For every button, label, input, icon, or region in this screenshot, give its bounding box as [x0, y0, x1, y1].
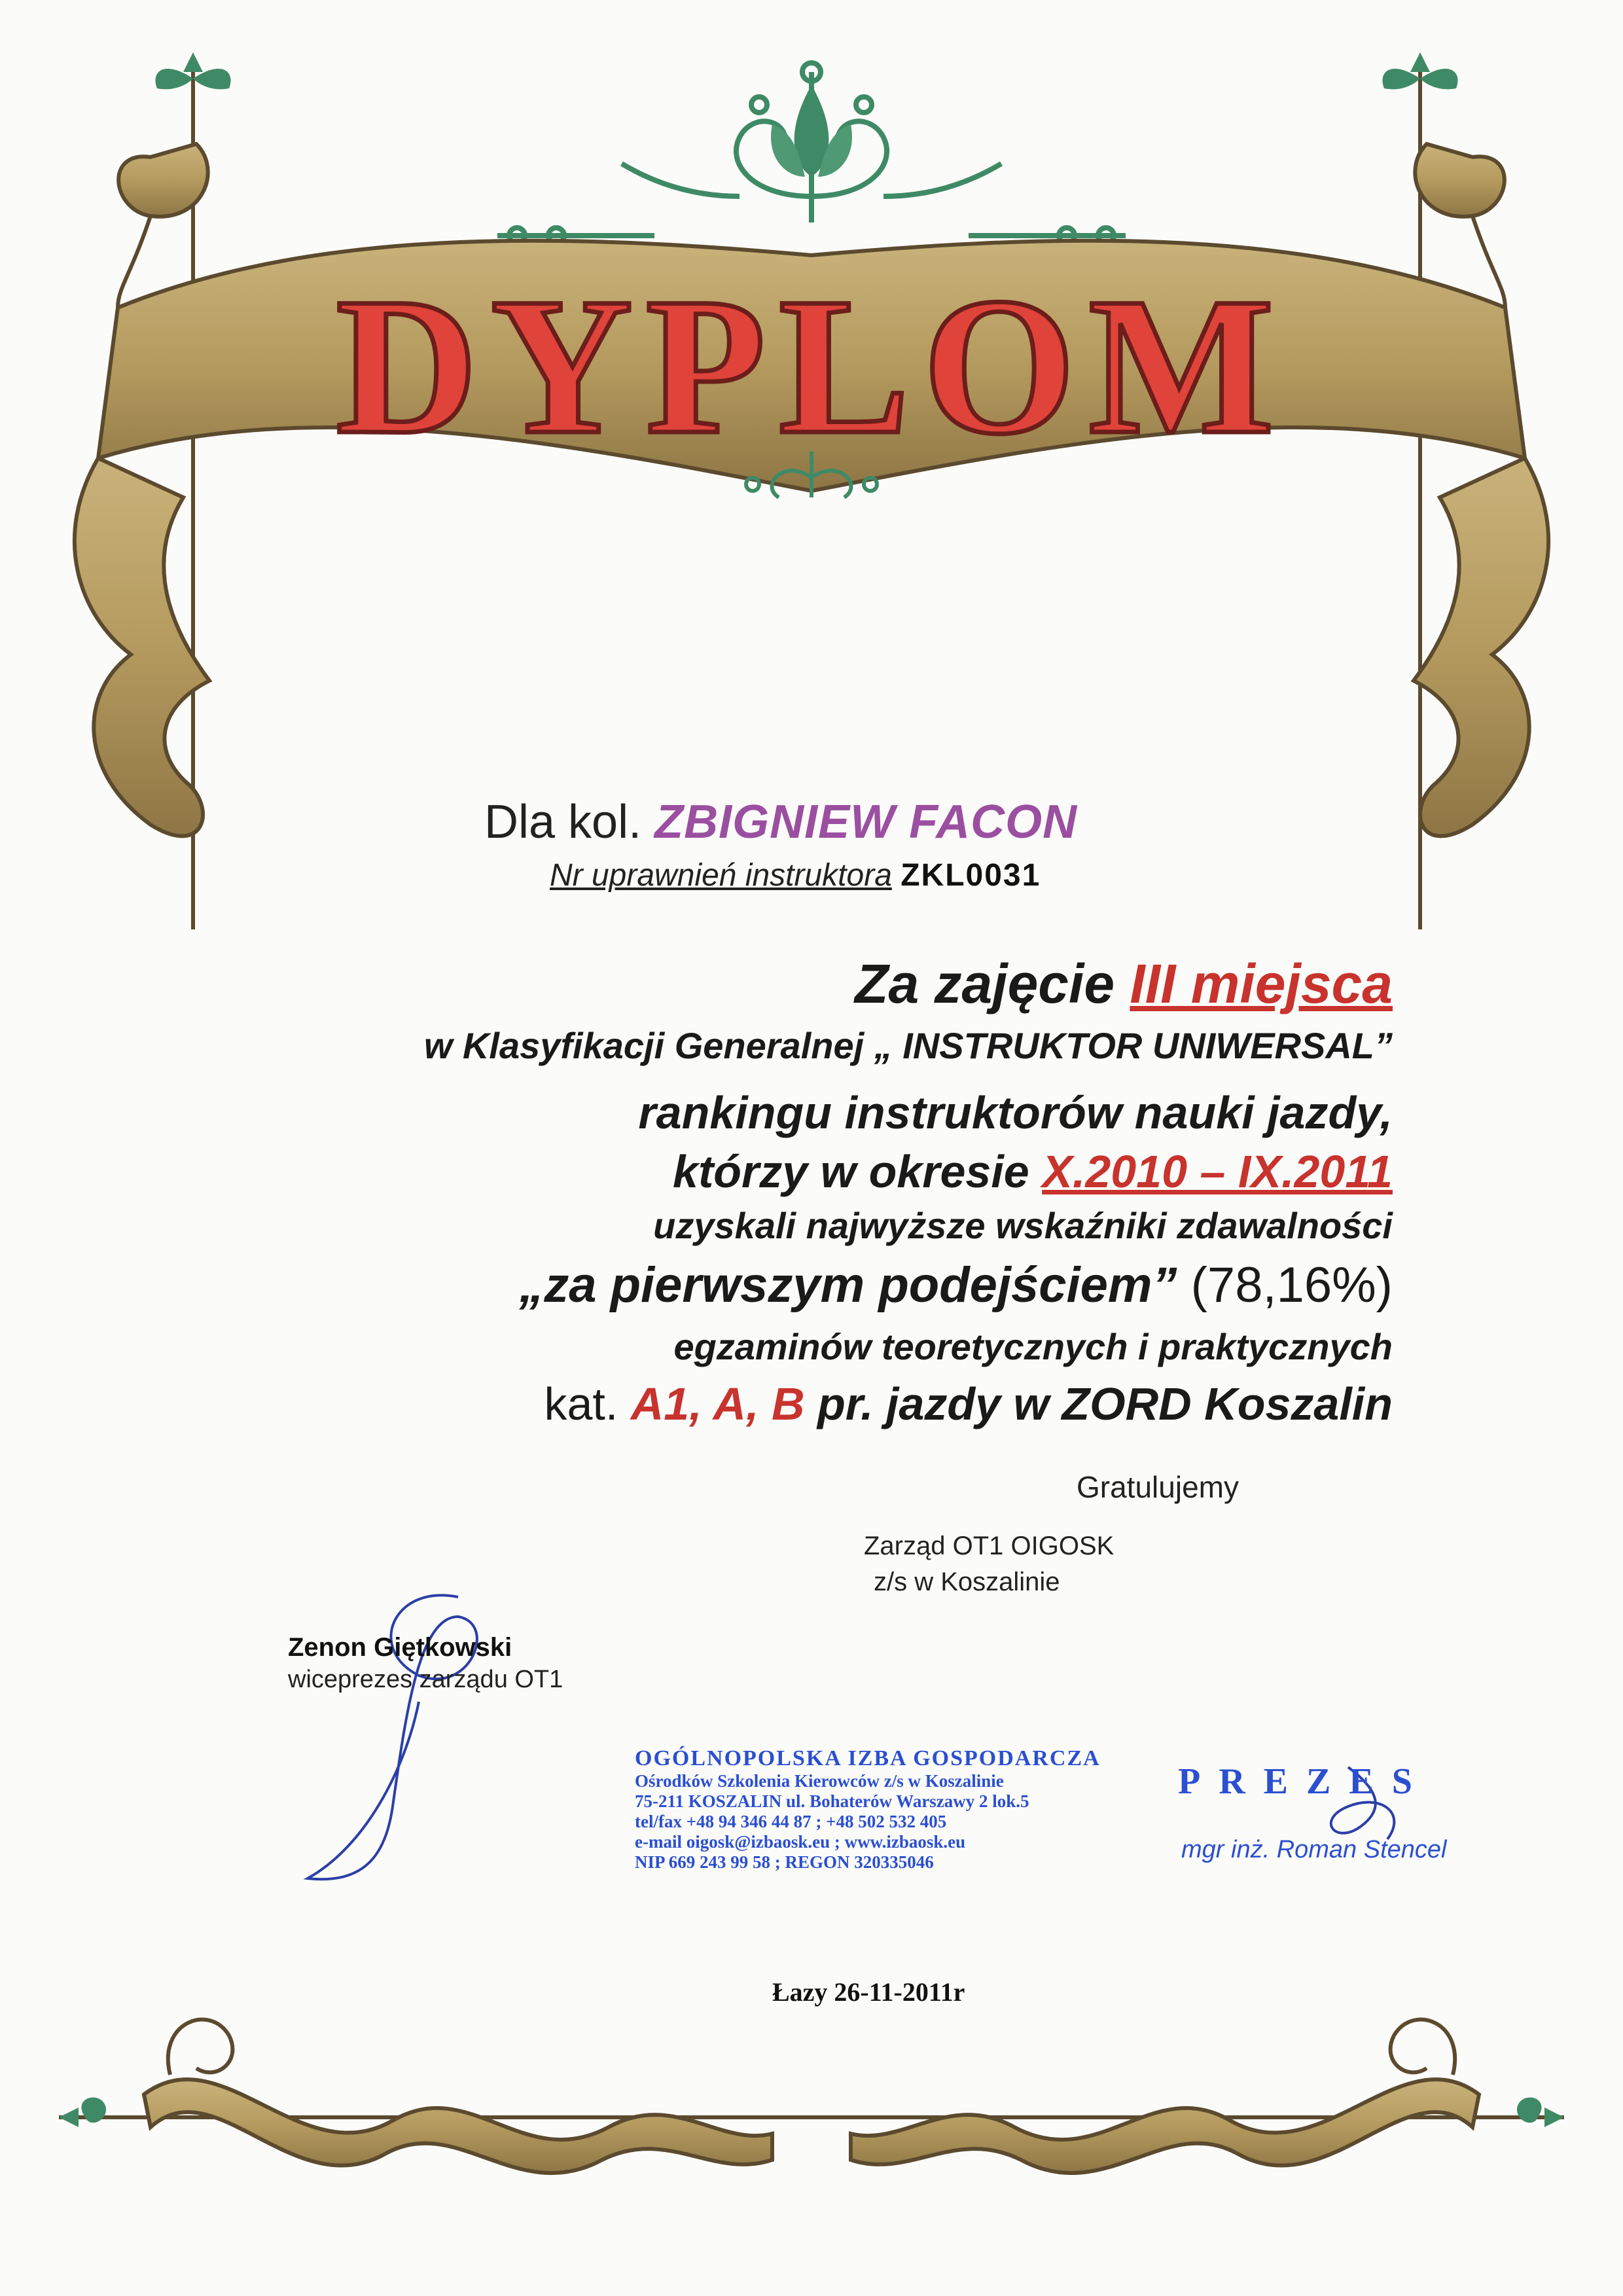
president-name: mgr inż. Roman Stencel	[1181, 1836, 1447, 1863]
recipient-name: ZBIGNIEW FACON	[654, 796, 1078, 848]
stamp-org-name: OGÓLNOPOLSKA IZBA GOSPODARCZA	[635, 1746, 1101, 1770]
award-line-7: egzaminów teoretycznych i praktycznych	[673, 1326, 1393, 1367]
category-label: kat.	[544, 1378, 631, 1429]
award-line-4	[673, 1145, 1393, 1198]
right-scroll-ribbon	[1414, 458, 1548, 836]
organization-stamp	[635, 1746, 1101, 1873]
pass-rate: (78,16%)	[1177, 1257, 1393, 1313]
license-categories: A1, A, B	[630, 1378, 805, 1429]
recipient-prefix: Dla kol.	[484, 796, 642, 848]
stamp-phone: tel/fax +48 94 346 44 87 ; +48 502 532 405	[635, 1812, 947, 1831]
award-line-2: w Klasyfikacji Generalnej „ INSTRUKTOR UNIWERSAL”	[423, 1025, 1393, 1066]
license-number: ZKL0031	[901, 858, 1041, 893]
right-top-curl-line	[1472, 216, 1505, 308]
diploma-title: DYPLOM	[336, 257, 1287, 475]
award-place: III miejsca	[1130, 953, 1393, 1014]
award-line-3: rankingu instruktorów nauki jazdy,	[638, 1087, 1393, 1138]
award-line-4-text: którzy w okresie	[673, 1146, 1043, 1197]
stamp-subtitle: Ośrodków Szkolenia Kierowców z/s w Koszalinie	[635, 1771, 1004, 1791]
president-title: PREZES	[1178, 1761, 1431, 1802]
stamp-tax-ids: NIP 669 243 99 58 ; REGON 320335046	[635, 1852, 934, 1872]
award-line-1	[855, 952, 1393, 1016]
recipient-line	[484, 795, 1077, 849]
left-top-curl	[118, 144, 207, 217]
board-seat: z/s w Koszalinie	[874, 1568, 1060, 1596]
award-line-6-text: „za pierwszym podejściem”	[519, 1257, 1177, 1313]
stamp-address: 75-211 KOSZALIN ul. Bohaterów Warszawy 2 lok.5	[635, 1791, 1029, 1811]
signer-role: wiceprezes zarządu OT1	[288, 1666, 563, 1693]
award-line-8	[544, 1378, 1393, 1430]
board-name: Zarząd OT1 OIGOSK	[864, 1532, 1115, 1560]
license-line	[550, 857, 1041, 893]
signer-name: Zenon Giętkowski	[288, 1633, 512, 1662]
license-label: Nr uprawnień instruktora	[550, 858, 892, 893]
award-line-8-text: pr. jazdy w ZORD Koszalin	[804, 1378, 1393, 1429]
right-top-curl	[1415, 144, 1504, 217]
stamp-email: e-mail oigosk@izbaosk.eu ; www.izbaosk.eu	[635, 1832, 966, 1852]
congratulations-text: Gratulujemy	[1077, 1470, 1239, 1504]
left-scroll-ribbon	[75, 458, 209, 836]
award-line-6	[519, 1257, 1393, 1314]
place-date: Łazy 26-11-2011r	[772, 1977, 965, 2007]
bottom-ribbon-ornament	[59, 2020, 1564, 2174]
award-line-5: uzyskali najwyższe wskaźniki zdawalności	[653, 1205, 1393, 1246]
award-period: X.2010 – IX.2011	[1042, 1146, 1393, 1197]
left-top-curl-line	[118, 216, 151, 308]
award-line-1-text: Za zajęcie	[855, 953, 1130, 1014]
